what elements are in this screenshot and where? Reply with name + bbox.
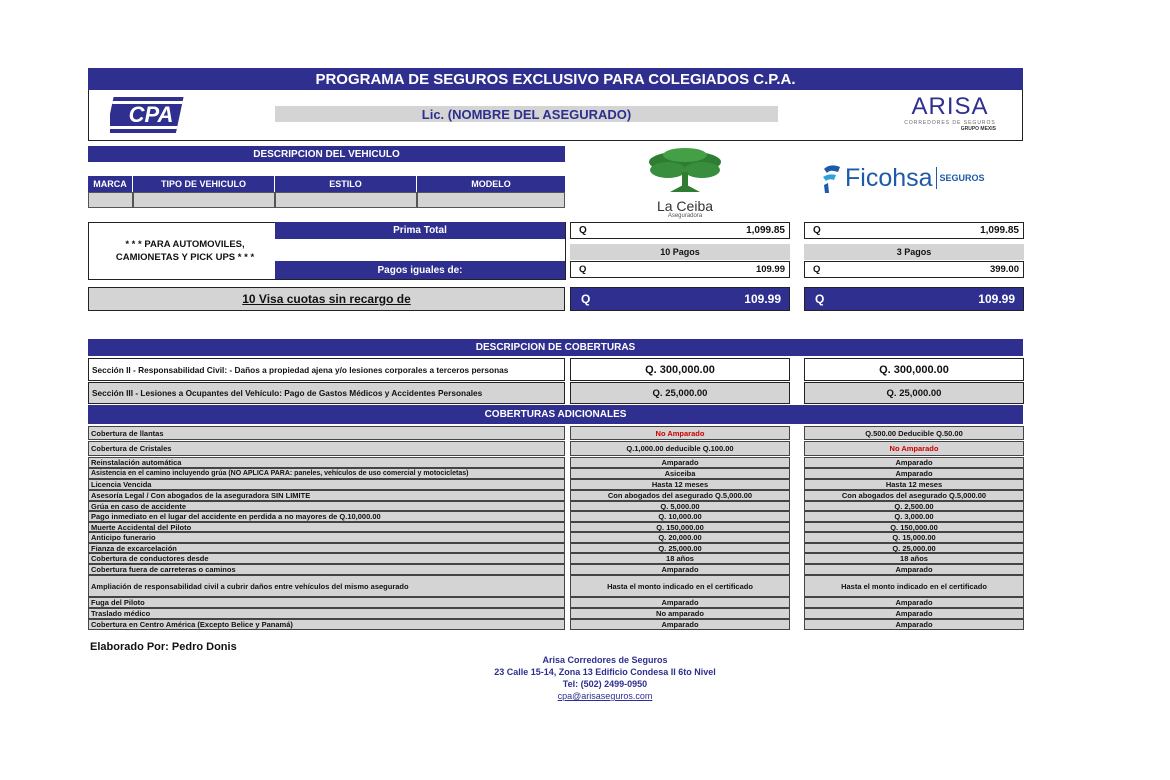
coverage-row-laceiba: Amparado: [570, 619, 790, 630]
coverage-row-laceiba: Q.1,000.00 deducible Q.100.00: [570, 441, 790, 456]
coverage-row-ficohsa: No Amparado: [804, 441, 1024, 456]
laceiba-sub: Aseguradora: [667, 213, 703, 219]
section-value-laceiba: Q. 25,000.00: [570, 382, 790, 404]
coverage-row-laceiba: Amparado: [570, 597, 790, 608]
prima-value: 1,099.85: [746, 225, 785, 236]
pago-value: 399.00: [989, 264, 1019, 275]
coverage-row-laceiba: Q. 5,000.00: [570, 501, 790, 511]
footer-address: 23 Calle 15-14, Zona 13 Edificio Condesa II 6to Nivel: [494, 667, 716, 677]
coverage-row-label: Cobertura en Centro América (Excepto Belice y Panamá): [88, 619, 565, 630]
pago-ficohsa: [804, 261, 1024, 278]
visa-value: 109.99: [744, 292, 781, 306]
coverage-row-label: Grúa en caso de accidente: [88, 501, 565, 511]
prima-total-label: Prima Total: [275, 222, 565, 239]
section-value-ficohsa: Q. 25,000.00: [804, 382, 1024, 404]
col-tipo: TIPO DE VEHICULO: [133, 176, 275, 192]
pago-value: 109.99: [755, 264, 785, 275]
coverage-row-laceiba: No amparado: [570, 608, 790, 619]
cell-marca[interactable]: [88, 192, 133, 208]
coverage-row-label: Fuga del Piloto: [88, 597, 565, 608]
vehicle-types: * * * PARA AUTOMOVILES, CAMIONETAS Y PICK UPS * * *: [115, 239, 255, 263]
coverage-row-ficohsa: Q.500.00 Deducible Q.50.00: [804, 426, 1024, 440]
coverage-row-label: Asesoría Legal / Con abogados de la aseguradora SIN LIMITE: [88, 490, 565, 501]
currency-symbol: Q: [815, 292, 825, 306]
coverage-row-laceiba: Q. 25,000.00: [570, 543, 790, 553]
prima-value: 1,099.85: [980, 225, 1019, 236]
footer-company: Arisa Corredores de Seguros: [542, 655, 668, 665]
plan-laceiba: 10 Pagos: [570, 244, 790, 260]
coverage-row-ficohsa: Amparado: [804, 597, 1024, 608]
email-link[interactable]: cpa@arisaseguros.com: [557, 691, 653, 701]
ficohsa-icon: [820, 163, 842, 193]
col-marca: MARCA: [88, 176, 133, 192]
coverage-row-ficohsa: Hasta 12 meses: [804, 479, 1024, 490]
prima-laceiba: [570, 222, 790, 239]
ficohsa-name: Ficohsa: [845, 163, 933, 192]
insured-name: Lic. (NOMBRE DEL ASEGURADO): [275, 106, 778, 122]
currency-symbol: Q: [579, 225, 587, 236]
coverage-row-label: Licencia Vencida: [88, 479, 565, 490]
tree-icon: [630, 146, 740, 194]
coverage-row-ficohsa: Q. 15,000.00: [804, 532, 1024, 543]
coverage-row-ficohsa: Q. 25,000.00: [804, 543, 1024, 553]
elaborado-por: Elaborado Por: Pedro Donis: [90, 641, 237, 653]
arisa-tagline: CORREDORES DE SEGUROS: [904, 120, 996, 126]
arisa-logo-text: ARISA: [911, 93, 989, 120]
cpa-logo: [110, 95, 188, 135]
coverage-row-ficohsa: Amparado: [804, 619, 1024, 630]
pagos-iguales-label: Pagos iguales de:: [275, 261, 565, 279]
section-label: Sección III - Lesiones a Ocupantes del Vehículo: Pago de Gastos Médicos y Accidentes Personales: [88, 382, 565, 404]
ficohsa-divider: [936, 167, 937, 189]
coverage-row-label: Traslado médico: [88, 608, 565, 619]
currency-symbol: Q: [579, 264, 587, 275]
visa-value: 109.99: [978, 292, 1015, 306]
visa-ficohsa: [804, 287, 1024, 311]
coverage-row-laceiba: Q. 150,000.00: [570, 522, 790, 532]
coverage-row-label: Anticipo funerario: [88, 532, 565, 543]
coverage-row-label: Fianza de excarcelación: [88, 543, 565, 553]
cell-tipo[interactable]: [133, 192, 275, 208]
col-estilo: ESTILO: [275, 176, 417, 192]
ficohsa-sub: SEGUROS: [939, 173, 985, 183]
section-value-laceiba: Q. 300,000.00: [570, 358, 790, 381]
arisa-group: GRUPO MEXIS: [960, 126, 996, 132]
coverage-row-laceiba: No Amparado: [570, 426, 790, 440]
coverage-row-ficohsa: Q. 3,000.00: [804, 511, 1024, 522]
coverage-row-ficohsa: Con abogados del asegurado Q.5,000.00: [804, 490, 1024, 501]
coverage-row-ficohsa: Amparado: [804, 468, 1024, 479]
prima-ficohsa: [804, 222, 1024, 239]
laceiba-name: La Ceiba: [656, 198, 714, 214]
coverage-row-laceiba: Hasta 12 meses: [570, 479, 790, 490]
coverage-row-ficohsa: Amparado: [804, 457, 1024, 468]
coverage-row-ficohsa: Amparado: [804, 608, 1024, 619]
cell-modelo[interactable]: [417, 192, 565, 208]
additional-section-title: COBERTURAS ADICIONALES: [88, 405, 1023, 424]
cell-estilo[interactable]: [275, 192, 417, 208]
coverage-row-ficohsa: Hasta el monto indicado en el certificado: [804, 575, 1024, 597]
coverage-row-laceiba: Q. 20,000.00: [570, 532, 790, 543]
section-value-ficohsa: Q. 300,000.00: [804, 358, 1024, 381]
visa-laceiba: [570, 287, 790, 311]
coverage-row-label: Reinstalación automática: [88, 457, 565, 468]
coverage-row-label: Muerte Accidental del Piloto: [88, 522, 565, 532]
footer-email-row: [385, 691, 825, 703]
coverage-row-ficohsa: Q. 150,000.00: [804, 522, 1024, 532]
coverage-section-title: DESCRIPCION DE COBERTURAS: [88, 339, 1023, 356]
footer-phone: Tel: (502) 2499-0950: [562, 679, 648, 689]
plan-ficohsa: 3 Pagos: [804, 244, 1024, 260]
pago-laceiba: [570, 261, 790, 278]
currency-symbol: Q: [581, 292, 591, 306]
coverage-row-laceiba: Asiceiba: [570, 468, 790, 479]
coverage-row-label: Asistencia en el camino incluyendo grúa (NO APLICA PARA: paneles, vehículos de uso comercial y motocicletas): [88, 468, 565, 479]
coverage-row-laceiba: 18 años: [570, 553, 790, 564]
coverage-row-label: Ampliación de responsabilidad civil a cubrir daños entre vehículos del mismo asegurado: [88, 575, 565, 597]
coverage-row-label: Pago inmediato en el lugar del accidente en perdida a no mayores de Q.10,000.00: [88, 511, 565, 522]
arisa-logo: [900, 94, 1000, 134]
coverage-row-label: Cobertura de llantas: [88, 426, 565, 440]
laceiba-logo: [630, 146, 740, 219]
coverage-row-laceiba: Amparado: [570, 564, 790, 575]
col-modelo: MODELO: [417, 176, 565, 192]
coverage-row-laceiba: Amparado: [570, 457, 790, 468]
section-label: Sección II - Responsabilidad Civil: - Daños a propiedad ajena y/o lesiones corporales a terceros personas: [88, 358, 565, 381]
visa-cuotas-label: 10 Visa cuotas sin recargo de: [88, 287, 565, 311]
coverage-row-laceiba: Con abogados del asegurado Q.5,000.00: [570, 490, 790, 501]
coverage-row-label: Cobertura fuera de carreteras o caminos: [88, 564, 565, 575]
currency-symbol: Q: [813, 264, 821, 275]
coverage-row-label: Cobertura de conductores desde: [88, 553, 565, 564]
coverage-row-ficohsa: Q. 2,500.00: [804, 501, 1024, 511]
coverage-row-laceiba: Q. 10,000.00: [570, 511, 790, 522]
coverage-row-ficohsa: Amparado: [804, 564, 1024, 575]
currency-symbol: Q: [813, 225, 821, 236]
cpa-logo-text: CPA: [128, 102, 174, 127]
coverage-row-label: Cobertura de Cristales: [88, 441, 565, 456]
coverage-row-laceiba: Hasta el monto indicado en el certificado: [570, 575, 790, 597]
ficohsa-logo: [820, 158, 1000, 198]
vehicle-section-title: DESCRIPCION DEL VEHICULO: [88, 146, 565, 162]
page-title: PROGRAMA DE SEGUROS EXCLUSIVO PARA COLEGIADOS C.P.A.: [88, 68, 1023, 90]
coverage-row-ficohsa: 18 años: [804, 553, 1024, 564]
